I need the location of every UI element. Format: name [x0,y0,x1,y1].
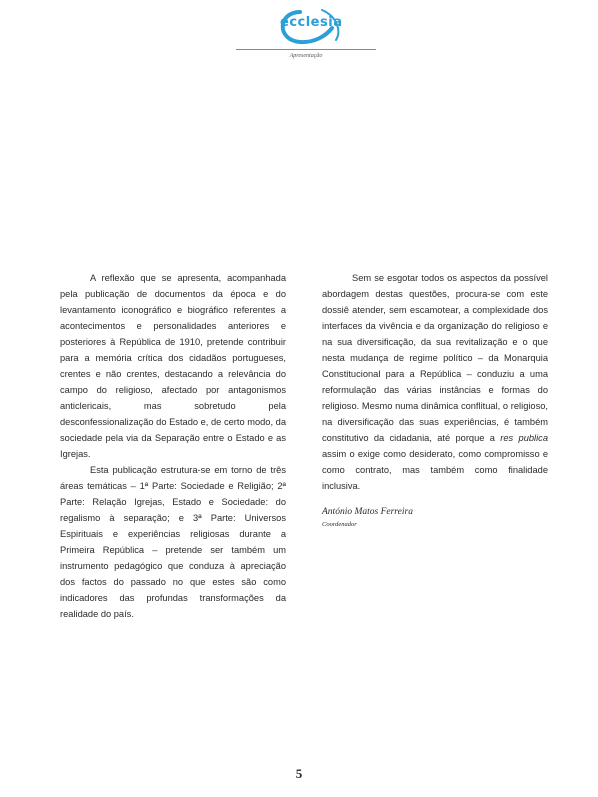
logo-text: ecclesia [280,15,343,30]
section-label: Apresentação [289,53,323,59]
res-publica-term: res publica [500,433,548,443]
author-name: António Matos Ferreira [322,507,413,517]
paragraph-3 [322,270,548,494]
paragraph-3-text-b: assim o exige como desiderato, como compromisso e como contrato, mas também como finalidade inclusiva. [322,449,548,491]
paragraph-3-text-a: Sem se esgotar todos os aspectos da possível abordagem destas questões, procura-se com este dossiê atender, sem escamotear, a complexidade dos interfaces da vivência e da organização do religioso e na sua diversificação, da sua revitalização e o que nesta mudança de regime político – da Monarquia Constitucional para a República – conduziu a uma reformulação das várias instâncias e formas do religioso. Mesmo numa dinâmica conflitual, o religioso, na diversificação das suas experiências, é também constitutivo da cidadania, até porque a [322,273,548,443]
left-column [60,270,286,622]
right-column [322,270,548,530]
page-number: 5 [295,766,303,781]
header-rule [236,49,376,50]
author-role: Coordenador [322,521,357,528]
paragraph-1: A reflexão que se apresenta, acompanhada pela publicação de documentos da época e do levantamento iconográfico e biográfico referentes a acontecimentos e personalidades anteriores e posteriores à República de 1910, pretende contribuir para a memória crítica dos cidadãos portugueses, crentes e não crentes, destacando a relevância do campo do religioso, afectado por antagonismos anticlericais, mas sobretudo pela desconfessionalização do Estado e, de certo modo, da sociedade pela via da Separação entre o Estado e as Igrejas. [60,273,286,459]
paragraph-2: Esta publicação estrutura-se em torno de três áreas temáticas – 1ª Parte: Sociedade e Religião; 2ª Parte: Relação Igrejas, Estado e Sociedade: do regalismo à separação; e 3ª Parte: Universos Espirituais e experiências religiosas durante a Primeira República – pretende ser também um instrumento pedagógico que conduza à apreciação dos factos do passado no que estes são como indicadores das profundas transformações da realidade do país. [60,465,286,619]
